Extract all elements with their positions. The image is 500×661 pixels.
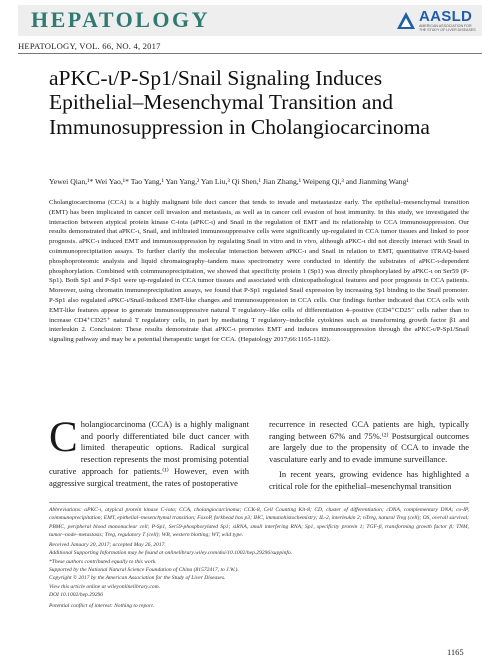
logo-subtitle: AMERICAN ASSOCIATION FOR THE STUDY OF LIVER DISEASES <box>419 24 476 32</box>
logo-text: AASLD <box>419 8 473 25</box>
journal-name: HEPATOLOGY <box>31 7 211 32</box>
funding-footnote: Supported by the National Natural Science Foundation of China (81572417, to J.W.). <box>49 567 239 574</box>
issue-line: HEPATOLOGY, VOL. 66, NO. 4, 2017 <box>18 41 161 51</box>
body-column-left <box>49 414 249 489</box>
page-number: 1165 <box>447 647 464 657</box>
aasld-logo-icon <box>396 11 416 31</box>
view-online-footnote: View this article online at wileyonlinelibrary.com. <box>49 583 160 590</box>
intro-paragraph: holangiocarcinoma (CCA) is a highly malignant and poorly differentiated bile duct cancer with limited therapeutic options. Radical surgical resection represents the most promising potential curative approach for patients.⁽¹⁾ However, even with aggressive surgical treatment, the rates of postoperative <box>49 419 249 488</box>
supporting-info-footnote: Additional Supporting Information may be found at onlinelibrary.wiley.com/doi/10.1002/hep.29296/suppinfo. <box>49 550 293 557</box>
body-paragraph: In recent years, growing evidence has highlighted a critical role for the epithelial–mesenchymal transition <box>269 468 469 491</box>
journal-banner <box>18 5 482 36</box>
abstract: Cholangiocarcinoma (CCA) is a highly malignant bile duct cancer that tends to invade and metastasize early. The epithelial–mesenchymal transition (EMT) has been implicated in cancer cell invasion and metastasis, as well as in cancer cell evasion of host immunity. In this study, we investigated the interaction between atypical protein kinase C-iota (aPKC-ι) and Snail in the regulation of EMT and its relationship to CCA immunosuppression. Our results demonstrated that aPKC-ι, Snail, and infiltrated immunosuppressive cells were significantly up-regulated in CCA tumor tissues and linked to poor prognosis. aPKC-ι induced EMT and immunosuppression by regulating Snail in vitro and in vivo, although aPKC-ι did not directly interact with Snail in coimmunoprecipitation assays. To further clarify the molecular interaction between aPKC-ι and Snail in relation to EMT, quantitative iTRAQ-based phosphoproteomic analysis and liquid chromatography–tandem mass spectrometry were conducted to identify the substrates of aPKC-ι-dependent phosphorylation. Combined with coimmunoprecipitation, we showed that specificity protein 1 (Sp1) was directly phosphorylated by aPKC-ι on Ser59 (P-Sp1). Both Sp1 and P-Sp1 were up-regulated in CCA tumor tissues and associated with clinicopathological features and poor prognosis in CCA patients. Moreover, using chromatin immunoprecipitation assays, we found that P-Sp1 regulated Snail expression by increasing Sp1 binding to the Snail promoter. P-Sp1 also regulated aPKC-ι/Snail-induced EMT-like changes and immunosuppression in CCA cells. Our findings further indicated that CCA cells with EMT-like features appear to generate immunosuppressive natural T regulatory–like cells of differentiation 4–positive (CD4⁺CD25⁻ cells rather than to increase CD4⁺CD25⁺ natural T regulatory cells, in part by mediating T regulatory–inducible cytokines such as transforming growth factor β1 and interleukin 2. Conclusion: These results demonstrate that aPKC-ι promotes EMT and induces immunosuppression through the aPKC-ι/P-Sp1/Snail signaling pathway and may be a potential therapeutic target for CCA. (Hepatology 2017;66:1165-1182). <box>49 199 469 344</box>
body-column-right <box>269 419 469 492</box>
conflict-footnote: Potential conflict of interest: Nothing to report. <box>49 603 155 610</box>
abbreviations-footnote: Abbreviations: aPKC-ι, atypical protein kinase C-iota; CCA, cholangiocarcinoma; CCK-8, Cell Counting Kit-8; CD, cluster of differentiation; cDNA, complementary DNA; co-IP, coimmunoprecipitation; EMT, epithelial–mesenchymal transition; FoxoP, forkhead box p3; IHC, immunohistochemistry; IL-2, interleukin 2; nTreg, natural Treg (cell); OS, overall survival; PBMC, peripheral blood mononuclear cell; P-Sp1, Ser59-phosphorylated Sp1; siRNA, small interfering RNA; Sp1, specificity protein 1; TGF-β, transforming growth factor β; TNM, tumor–node–metastasis; Treg, regulatory T (cell); WB, western blotting; WT, wild type. <box>49 507 469 538</box>
header-rule <box>18 53 482 54</box>
footnote-rule <box>49 502 469 503</box>
article-title: aPKC-ι/P-Sp1/Snail Signaling Induces Epithelial–Mesenchymal Transition and Immunosuppression in Cholangiocarcinoma <box>49 66 430 139</box>
body-paragraph: recurrence in resected CCA patients are high, typically ranging between 67% and 75%.⁽²⁾ Postsurgical outcomes are largely due to the propensity of CCA to invade the vasculature early and to evade immune surveillance. <box>269 419 469 465</box>
footnotes <box>49 506 469 611</box>
author-list: Yewei Qian,¹* Wei Yao,¹* Tao Yang,¹ Yan Yang,² Yan Liu,³ Qi Shen,¹ Jian Zhang,¹ Weipeng Qi,³ and Jianming Wang¹ <box>49 177 409 186</box>
aasld-logo <box>396 9 478 33</box>
dropcap: C <box>49 414 78 461</box>
doi-footnote: DOI 10.1002/hep.29296 <box>49 591 104 598</box>
received-footnote: Received January 20, 2017; accepted May 26, 2017. <box>49 542 166 549</box>
copyright-footnote: Copyright © 2017 by the American Association for the Study of Liver Diseases. <box>49 575 226 582</box>
equal-contribution-footnote: *These authors contributed equally to this work. <box>49 558 157 565</box>
